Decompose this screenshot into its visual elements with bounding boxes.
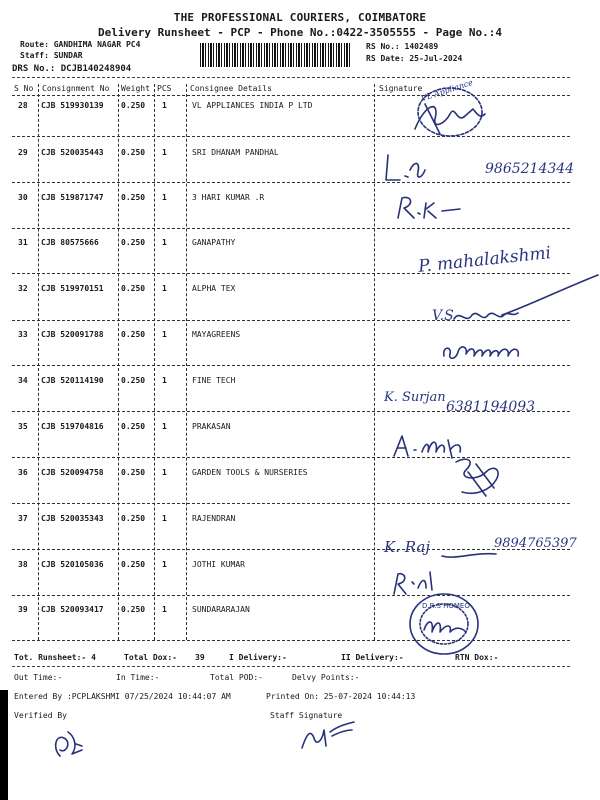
row-sno: 35 <box>18 422 28 431</box>
row-consignment: CJB 520091788 <box>41 330 104 339</box>
row-pcs: 1 <box>162 284 167 293</box>
row-consignee: GARDEN TOOLS & NURSERIES <box>192 468 308 477</box>
i-delivery: I Delivery:- <box>229 653 287 662</box>
row-pcs: 1 <box>162 422 167 431</box>
row-pcs: 1 <box>162 514 167 523</box>
staff-signature <box>296 718 356 752</box>
barcode <box>200 43 350 67</box>
row-weight: 0.250 <box>121 468 146 477</box>
row-sno: 36 <box>18 468 28 477</box>
row-divider <box>12 640 570 641</box>
row-sno: 29 <box>18 148 28 157</box>
row-pcs: 1 <box>162 605 167 614</box>
name-31: P. mahalakshmi <box>417 243 552 277</box>
col-signature: Signature <box>379 84 423 93</box>
drs-number: DRS No.: DCJB140248904 <box>12 64 132 74</box>
row-sno: 30 <box>18 193 28 202</box>
ii-delivery: II Delivery:- <box>341 653 404 662</box>
verified-by: Verified By <box>14 711 67 720</box>
stamp-text-bottom: D.R.S HOMEO <box>422 602 470 610</box>
row-weight: 0.250 <box>121 514 146 523</box>
header-divider <box>12 77 570 78</box>
row-pcs: 1 <box>162 193 167 202</box>
row-divider <box>12 228 570 229</box>
phone-37: 9894765397 <box>494 536 577 551</box>
row-pcs: 1 <box>162 560 167 569</box>
total-dox-label: Total Dox:- <box>124 653 177 662</box>
delvy-points: Delvy Points:- <box>292 673 360 682</box>
row-weight: 0.250 <box>121 238 146 247</box>
col-weight: Weight <box>121 84 150 93</box>
col-separator <box>38 84 39 640</box>
row-consignment: CJB 520094758 <box>41 468 104 477</box>
row-weight: 0.250 <box>121 605 146 614</box>
name-37: K. Raj <box>384 538 430 556</box>
row-pcs: 1 <box>162 376 167 385</box>
row-consignment: CJB 519871747 <box>41 193 104 202</box>
col-sno: S No <box>14 84 34 93</box>
row-sno: 37 <box>18 514 28 523</box>
row-divider <box>12 273 570 274</box>
row-consignee: VL APPLIANCES INDIA P LTD <box>192 101 313 110</box>
col-consignee: Consignee Details <box>190 84 272 93</box>
row-sno: 38 <box>18 560 28 569</box>
row-weight: 0.250 <box>121 422 146 431</box>
signature-30 <box>392 193 472 223</box>
row-sno: 31 <box>18 238 28 247</box>
stamp-39 <box>404 590 484 660</box>
name-32: V.S <box>432 308 454 324</box>
col-pcs: PCS <box>157 84 172 93</box>
row-weight: 0.250 <box>121 101 146 110</box>
row-divider <box>12 503 570 504</box>
row-consignment: CJB 520035343 <box>41 514 104 523</box>
row-pcs: 1 <box>162 468 167 477</box>
verifier-signature <box>48 726 88 762</box>
col-separator <box>154 84 155 640</box>
total-dox-value: 39 <box>195 653 205 662</box>
company-title: THE PROFESSIONAL COURIERS, COIMBATORE <box>173 11 427 24</box>
row-sno: 33 <box>18 330 28 339</box>
row-consignee: SRI DHANAM PANDHAL <box>192 148 279 157</box>
rs-date: RS Date: 25-Jul-2024 <box>366 54 463 63</box>
printed-on: Printed On: 25-07-2024 10:44:13 <box>266 692 416 701</box>
row-consignment: CJB 520093417 <box>41 605 104 614</box>
row-consignment: CJB 520035443 <box>41 148 104 157</box>
row-weight: 0.250 <box>121 193 146 202</box>
staff-signature-label: Staff Signature <box>270 711 343 720</box>
row-consignment: CJB 519970151 <box>41 284 104 293</box>
row-consignment: CJB 520105036 <box>41 560 104 569</box>
row-consignee: ALPHA TEX <box>192 284 236 293</box>
row-consignee: RAJENDRAN <box>192 514 236 523</box>
col-consignment: Consignment No <box>42 84 110 93</box>
row-weight: 0.250 <box>121 284 146 293</box>
row-consignee: GANAPATHY <box>192 238 236 247</box>
route-label: Route: GANDHIMA NAGAR PC4 <box>20 40 141 49</box>
row-weight: 0.250 <box>121 560 146 569</box>
row-sno: 39 <box>18 605 28 614</box>
row-consignee: 3 HARI KUMAR .R <box>192 193 265 202</box>
signature-29 <box>380 150 430 190</box>
row-divider <box>12 182 570 183</box>
row-sno: 28 <box>18 101 28 110</box>
row-consignee: JOTHI KUMAR <box>192 560 245 569</box>
name-34: K. Surjan <box>384 390 446 405</box>
entered-by: Entered By :PCPLAKSHMI 07/25/2024 10:44:07 AM <box>14 692 231 701</box>
row-consignment: CJB 519930139 <box>41 101 104 110</box>
row-weight: 0.250 <box>121 148 146 157</box>
row-consignment: CJB 80575666 <box>41 238 99 247</box>
row-pcs: 1 <box>162 101 167 110</box>
row-pcs: 1 <box>162 330 167 339</box>
phone-29: 9865214344 <box>485 161 575 177</box>
tot-runsheet: Tot. Runsheet:- 4 <box>14 653 96 662</box>
row-pcs: 1 <box>162 148 167 157</box>
row-consignment: CJB 520114190 <box>41 376 104 385</box>
row-sno: 34 <box>18 376 28 385</box>
rs-number: RS No.: 1402489 <box>366 42 439 51</box>
col-separator <box>374 84 375 640</box>
col-separator <box>118 84 119 640</box>
staff-label: Staff: SUNDAR <box>20 51 83 60</box>
scan-edge <box>0 690 8 800</box>
signature-32 <box>452 305 522 329</box>
signature-37-underline <box>440 548 500 562</box>
row-divider <box>12 365 570 366</box>
row-pcs: 1 <box>162 238 167 247</box>
row-consignee: MAYAGREENS <box>192 330 241 339</box>
row-consignee: FINE TECH <box>192 376 236 385</box>
row-weight: 0.250 <box>121 330 146 339</box>
footer-divider <box>12 666 570 667</box>
signature-36 <box>446 452 506 502</box>
total-pod: Total POD:- <box>210 673 263 682</box>
runsheet-title: Delivery Runsheet - PCP - Phone No.:0422-3505555 - Page No.:4 <box>98 26 502 39</box>
stamp-text-top: VL Appliance <box>419 77 474 104</box>
row-consignee: SUNDARARAJAN <box>192 605 250 614</box>
row-divider <box>12 595 570 596</box>
row-weight: 0.250 <box>121 376 146 385</box>
row-sno: 32 <box>18 284 28 293</box>
out-time: Out Time:- <box>14 673 63 682</box>
col-separator <box>186 84 187 640</box>
rtn-dox: RTN Dox:- <box>455 653 499 662</box>
row-consignee: PRAKASAN <box>192 422 231 431</box>
in-time: In Time:- <box>116 673 160 682</box>
phone-34: 6381194093 <box>446 399 536 415</box>
signature-33 <box>440 338 525 364</box>
row-consignment: CJB 519704816 <box>41 422 104 431</box>
